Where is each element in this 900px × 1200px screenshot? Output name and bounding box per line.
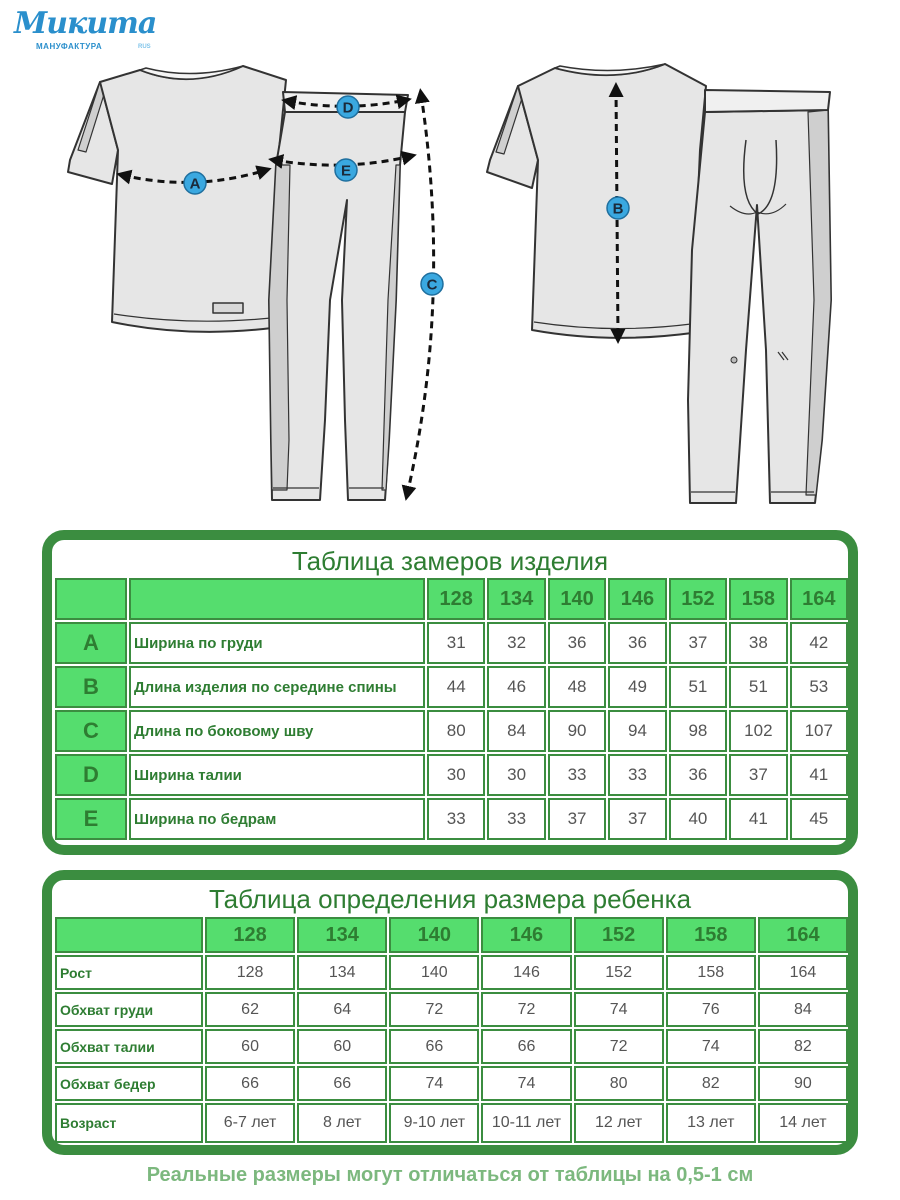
- logo-sub-text: МАНУФАКТУРА: [36, 42, 103, 51]
- value-cell: 76: [666, 992, 756, 1027]
- value-cell: 44: [427, 666, 485, 708]
- leggings-back: [688, 90, 831, 503]
- value-cell: 140: [389, 955, 479, 990]
- size-header-cell: 140: [389, 917, 479, 953]
- measure-table: [42, 530, 858, 855]
- value-cell: 37: [608, 798, 666, 840]
- value-cell: 36: [608, 622, 666, 664]
- size-table-title: Таблица определения размера ребенка: [208, 884, 692, 914]
- size-header-cell: 128: [205, 917, 295, 953]
- size-header-cell: 146: [608, 578, 666, 620]
- value-cell: 152: [574, 955, 664, 990]
- measure-table-grid: [55, 578, 848, 840]
- value-cell: 41: [729, 798, 787, 840]
- value-cell: 146: [481, 955, 571, 990]
- row-label-cell: Обхват груди: [55, 992, 203, 1027]
- value-cell: 102: [729, 710, 787, 752]
- value-cell: 74: [666, 1029, 756, 1064]
- row-letter-cell: E: [55, 798, 127, 840]
- value-cell: 98: [669, 710, 727, 752]
- value-cell: 42: [790, 622, 848, 664]
- value-cell: 90: [548, 710, 606, 752]
- value-cell: 37: [669, 622, 727, 664]
- value-cell: 45: [790, 798, 848, 840]
- row-letter-cell: C: [55, 710, 127, 752]
- marker-c: [421, 273, 443, 295]
- row-label-cell: Ширина талии: [129, 754, 425, 796]
- value-cell: 60: [297, 1029, 387, 1064]
- value-cell: 9-10 лет: [389, 1103, 479, 1143]
- size-table: [42, 870, 858, 1155]
- value-cell: 6-7 лет: [205, 1103, 295, 1143]
- value-cell: 46: [487, 666, 545, 708]
- tshirt-front: [68, 66, 286, 332]
- garment-diagram: [0, 0, 900, 520]
- row-label-cell: Ширина по бедрам: [129, 798, 425, 840]
- value-cell: 72: [481, 992, 571, 1027]
- value-cell: 37: [729, 754, 787, 796]
- value-cell: 62: [205, 992, 295, 1027]
- marker-e-label: E: [340, 162, 352, 180]
- value-cell: 51: [669, 666, 727, 708]
- row-label-cell: Длина по боковому шву: [129, 710, 425, 752]
- row-label-cell: Рост: [55, 955, 203, 990]
- measure-table-title: Таблица замеров изделия: [291, 546, 609, 576]
- marker-e: [335, 159, 357, 181]
- logo-country-text: RUS: [138, 44, 151, 50]
- size-header-cell: 152: [669, 578, 727, 620]
- value-cell: 64: [297, 992, 387, 1027]
- size-table-grid: [55, 917, 848, 1143]
- value-cell: 84: [487, 710, 545, 752]
- marker-a: [184, 172, 206, 194]
- marker-a-label: A: [189, 175, 201, 193]
- size-header-cell: 164: [790, 578, 848, 620]
- value-cell: 32: [487, 622, 545, 664]
- value-cell: 164: [758, 955, 848, 990]
- value-cell: 82: [758, 1029, 848, 1064]
- value-cell: 72: [389, 992, 479, 1027]
- value-cell: 94: [608, 710, 666, 752]
- value-cell: 30: [427, 754, 485, 796]
- header-corner-cell: [55, 578, 127, 620]
- value-cell: 33: [487, 798, 545, 840]
- value-cell: 107: [790, 710, 848, 752]
- value-cell: 74: [574, 992, 664, 1027]
- value-cell: 49: [608, 666, 666, 708]
- header-label-cell: [129, 578, 425, 620]
- marker-b-label: B: [612, 200, 624, 218]
- size-header-cell: 158: [729, 578, 787, 620]
- value-cell: 82: [666, 1066, 756, 1101]
- value-cell: 60: [205, 1029, 295, 1064]
- size-header-cell: 140: [548, 578, 606, 620]
- value-cell: 33: [608, 754, 666, 796]
- value-cell: 80: [427, 710, 485, 752]
- value-cell: 10-11 лет: [481, 1103, 571, 1143]
- logo-brand-text: Микита: [14, 6, 157, 41]
- value-cell: 53: [790, 666, 848, 708]
- leggings-front: [269, 92, 408, 500]
- size-header-cell: 164: [758, 917, 848, 953]
- value-cell: 51: [729, 666, 787, 708]
- size-header-cell: 146: [481, 917, 571, 953]
- row-label-cell: Длина изделия по середине спины: [129, 666, 425, 708]
- row-letter-cell: A: [55, 622, 127, 664]
- value-cell: 31: [427, 622, 485, 664]
- marker-c-label: C: [426, 276, 438, 294]
- value-cell: 40: [669, 798, 727, 840]
- value-cell: 38: [729, 622, 787, 664]
- value-cell: 80: [574, 1066, 664, 1101]
- size-header-cell: 134: [487, 578, 545, 620]
- value-cell: 134: [297, 955, 387, 990]
- row-letter-cell: B: [55, 666, 127, 708]
- tshirt-back: [487, 64, 706, 338]
- value-cell: 48: [548, 666, 606, 708]
- size-header-cell: 158: [666, 917, 756, 953]
- footnote: Реальные размеры могут отличаться от таблицы на 0,5-1 см: [146, 1164, 754, 1186]
- value-cell: 36: [669, 754, 727, 796]
- size-header-cell: 134: [297, 917, 387, 953]
- value-cell: 72: [574, 1029, 664, 1064]
- marker-d-label: D: [342, 99, 354, 117]
- value-cell: 33: [427, 798, 485, 840]
- header-corner-cell: [55, 917, 203, 953]
- value-cell: 14 лет: [758, 1103, 848, 1143]
- row-letter-cell: D: [55, 754, 127, 796]
- value-cell: 66: [389, 1029, 479, 1064]
- value-cell: 12 лет: [574, 1103, 664, 1143]
- value-cell: 66: [205, 1066, 295, 1101]
- row-label-cell: Ширина по груди: [129, 622, 425, 664]
- value-cell: 37: [548, 798, 606, 840]
- value-cell: 8 лет: [297, 1103, 387, 1143]
- row-label-cell: Обхват талии: [55, 1029, 203, 1064]
- marker-b: [607, 197, 629, 219]
- row-label-cell: Обхват бедер: [55, 1066, 203, 1101]
- value-cell: 41: [790, 754, 848, 796]
- marker-d: [337, 96, 359, 118]
- value-cell: 13 лет: [666, 1103, 756, 1143]
- value-cell: 30: [487, 754, 545, 796]
- value-cell: 90: [758, 1066, 848, 1101]
- value-cell: 84: [758, 992, 848, 1027]
- value-cell: 66: [481, 1029, 571, 1064]
- value-cell: 128: [205, 955, 295, 990]
- value-cell: 158: [666, 955, 756, 990]
- size-header-cell: 128: [427, 578, 485, 620]
- row-label-cell: Возраст: [55, 1103, 203, 1143]
- value-cell: 74: [389, 1066, 479, 1101]
- size-header-cell: 152: [574, 917, 664, 953]
- value-cell: 66: [297, 1066, 387, 1101]
- value-cell: 33: [548, 754, 606, 796]
- value-cell: 36: [548, 622, 606, 664]
- value-cell: 74: [481, 1066, 571, 1101]
